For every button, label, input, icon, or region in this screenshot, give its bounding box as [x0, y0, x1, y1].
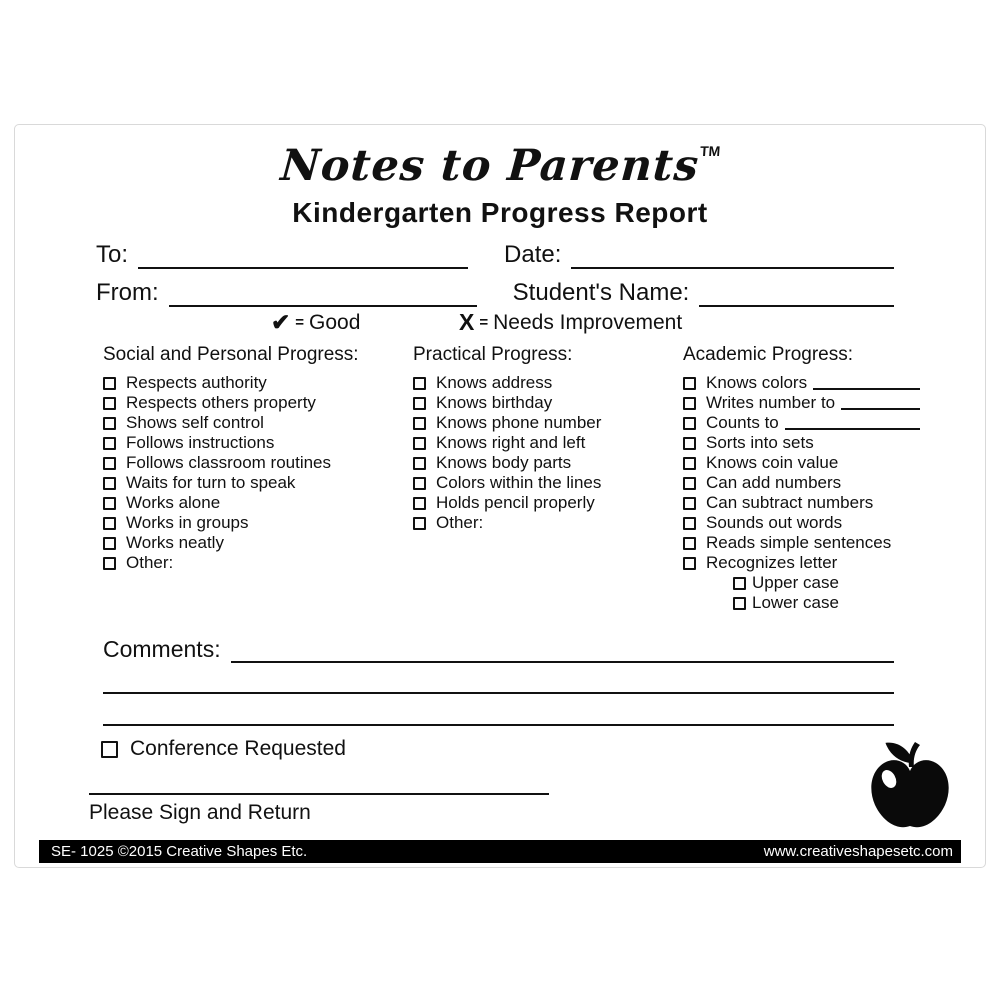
apple-icon: [860, 737, 960, 837]
footer-bar: [39, 840, 961, 863]
item-checkbox[interactable]: [683, 557, 696, 570]
item-label: Other:: [126, 553, 174, 572]
progress-report-form: [14, 124, 986, 868]
checklist-item: [683, 413, 920, 433]
item-checkbox[interactable]: [683, 457, 696, 470]
x-mark-icon: X: [459, 309, 475, 335]
conference-requested-checkbox[interactable]: [101, 741, 118, 758]
column-title: Academic Progress:: [683, 344, 854, 365]
student-name-label: Student's Name:: [512, 279, 690, 306]
comments-line-2[interactable]: [103, 692, 894, 694]
item-checkbox[interactable]: [413, 377, 426, 390]
item-checkbox[interactable]: [103, 437, 116, 450]
brand-title: [13, 141, 986, 191]
item-checkbox[interactable]: [683, 497, 696, 510]
checklist-item: [103, 433, 411, 453]
checklist-item: [683, 513, 920, 533]
checklist-item: [103, 513, 411, 533]
comments-label: Comments:: [103, 636, 221, 662]
item-checkbox[interactable]: [103, 497, 116, 510]
item-label: Respects authority: [126, 373, 267, 392]
checklist-item: [103, 393, 411, 413]
item-checkbox[interactable]: [413, 437, 426, 450]
item-checkbox[interactable]: [413, 477, 426, 490]
item-label: Reads simple sentences: [706, 533, 892, 552]
item-label: Knows phone number: [436, 413, 602, 432]
item-label: Works in groups: [126, 513, 249, 532]
item-label: Shows self control: [126, 413, 264, 432]
item-label: Counts to: [706, 413, 779, 432]
item-label: Knows body parts: [436, 453, 572, 472]
checklist-item: [413, 373, 681, 393]
item-label: Can add numbers: [706, 473, 842, 492]
practical-progress-column: [413, 344, 681, 533]
legend-needs-improvement: [459, 309, 682, 336]
item-checkbox[interactable]: [103, 377, 116, 390]
column-title: Practical Progress:: [413, 344, 573, 365]
to-label: To:: [96, 241, 129, 268]
equals-sign: =: [479, 314, 489, 331]
item-checkbox[interactable]: [103, 417, 116, 430]
item-checkbox[interactable]: [413, 497, 426, 510]
comments-row: [103, 631, 894, 663]
to-date-row: [96, 235, 894, 269]
item-label: Writes number to: [706, 393, 836, 412]
academic-progress-column: [683, 344, 920, 613]
checklist-item: [413, 453, 681, 473]
date-label: Date:: [504, 241, 562, 268]
item-checkbox[interactable]: [103, 397, 116, 410]
item-checkbox[interactable]: [683, 397, 696, 410]
item-checkbox[interactable]: [103, 457, 116, 470]
checklist-item: [413, 433, 681, 453]
checklist-item: [683, 553, 920, 573]
item-label: Knows address: [436, 373, 553, 392]
column-title: Social and Personal Progress:: [103, 344, 359, 365]
checklist-item: [413, 493, 681, 513]
checkmark-icon: ✔: [271, 309, 291, 335]
equals-sign: =: [295, 314, 305, 331]
item-checkbox[interactable]: [103, 557, 116, 570]
item-label: Can subtract numbers: [706, 493, 874, 512]
form-title: Kindergarten Progress Report: [292, 197, 708, 228]
checklist-item: [683, 373, 920, 393]
checklist-item: [413, 513, 681, 533]
from-label: From:: [96, 279, 159, 306]
item-label: Lower case: [752, 593, 839, 612]
item-checkbox[interactable]: [103, 517, 116, 530]
checklist-item: [413, 393, 681, 413]
item-label: Sorts into sets: [706, 433, 814, 452]
item-label: Knows colors: [706, 373, 808, 392]
checklist-item: [683, 453, 920, 473]
write-in-line[interactable]: [785, 417, 920, 430]
item-checkbox[interactable]: [683, 517, 696, 530]
social-personal-progress-column: [103, 344, 411, 573]
item-label: Works alone: [126, 493, 221, 512]
checklist-item: [683, 473, 920, 493]
item-checkbox[interactable]: [733, 577, 746, 590]
checklist-item: [413, 413, 681, 433]
item-label: Knows birthday: [436, 393, 553, 412]
date-input-line[interactable]: [571, 239, 894, 269]
footer-website: www.creativeshapesetc.com: [763, 843, 953, 860]
conference-requested-row: [101, 737, 346, 761]
item-label: Other:: [436, 513, 484, 532]
legend-good-label: Good: [309, 310, 361, 334]
checklist-item: [683, 573, 920, 593]
item-label: Knows right and left: [436, 433, 586, 452]
to-input-line[interactable]: [138, 239, 468, 269]
item-label: Respects others property: [126, 393, 316, 412]
signature-line[interactable]: [89, 793, 549, 795]
checklist-item: [103, 533, 411, 553]
item-label: Recognizes letter: [706, 553, 838, 572]
checklist-item: [683, 533, 920, 553]
item-checkbox[interactable]: [413, 517, 426, 530]
item-label: Follows classroom routines: [126, 453, 332, 472]
from-input-line[interactable]: [169, 277, 477, 307]
item-checkbox[interactable]: [413, 457, 426, 470]
item-label: Sounds out words: [706, 513, 843, 532]
item-checkbox[interactable]: [413, 417, 426, 430]
item-label: Follows instructions: [126, 433, 275, 452]
item-checkbox[interactable]: [733, 597, 746, 610]
item-label: Waits for turn to speak: [126, 473, 296, 492]
item-label: Works neatly: [126, 533, 224, 552]
checklist-item: [103, 373, 411, 393]
item-checkbox[interactable]: [103, 477, 116, 490]
brand-name: Notes to Parents: [278, 141, 701, 191]
item-checkbox[interactable]: [413, 397, 426, 410]
checklist-item: [103, 413, 411, 433]
item-label: Upper case: [752, 573, 839, 592]
item-checkbox[interactable]: [683, 377, 696, 390]
conference-requested-label: Conference Requested: [130, 737, 346, 760]
student-name-input-line[interactable]: [699, 277, 894, 307]
checklist-item: [683, 433, 920, 453]
checklist-item: [103, 473, 411, 493]
legend-good: [271, 309, 360, 336]
item-checkbox[interactable]: [683, 437, 696, 450]
checklist-item: [103, 493, 411, 513]
write-in-line[interactable]: [813, 377, 920, 390]
trademark-symbol: TM: [699, 143, 721, 159]
checklist-item: [683, 593, 920, 613]
checklist-item: [683, 393, 920, 413]
sign-and-return-label: Please Sign and Return: [89, 801, 311, 824]
item-label: Colors within the lines: [436, 473, 602, 492]
item-label: Holds pencil properly: [436, 493, 595, 512]
item-checkbox[interactable]: [683, 537, 696, 550]
item-checkbox[interactable]: [683, 417, 696, 430]
item-label: Knows coin value: [706, 453, 839, 472]
legend-needs-label: Needs Improvement: [493, 310, 683, 334]
checklist-item: [103, 553, 411, 573]
footer-product-code: SE- 1025 ©2015 Creative Shapes Etc.: [51, 843, 308, 860]
item-checkbox[interactable]: [103, 537, 116, 550]
item-checkbox[interactable]: [683, 477, 696, 490]
from-student-row: [96, 273, 894, 307]
checklist-item: [683, 493, 920, 513]
comments-line-3[interactable]: [103, 724, 894, 726]
comments-line-1[interactable]: [231, 633, 894, 663]
checklist-item: [413, 473, 681, 493]
write-in-line[interactable]: [841, 397, 920, 410]
checklist-item: [103, 453, 411, 473]
